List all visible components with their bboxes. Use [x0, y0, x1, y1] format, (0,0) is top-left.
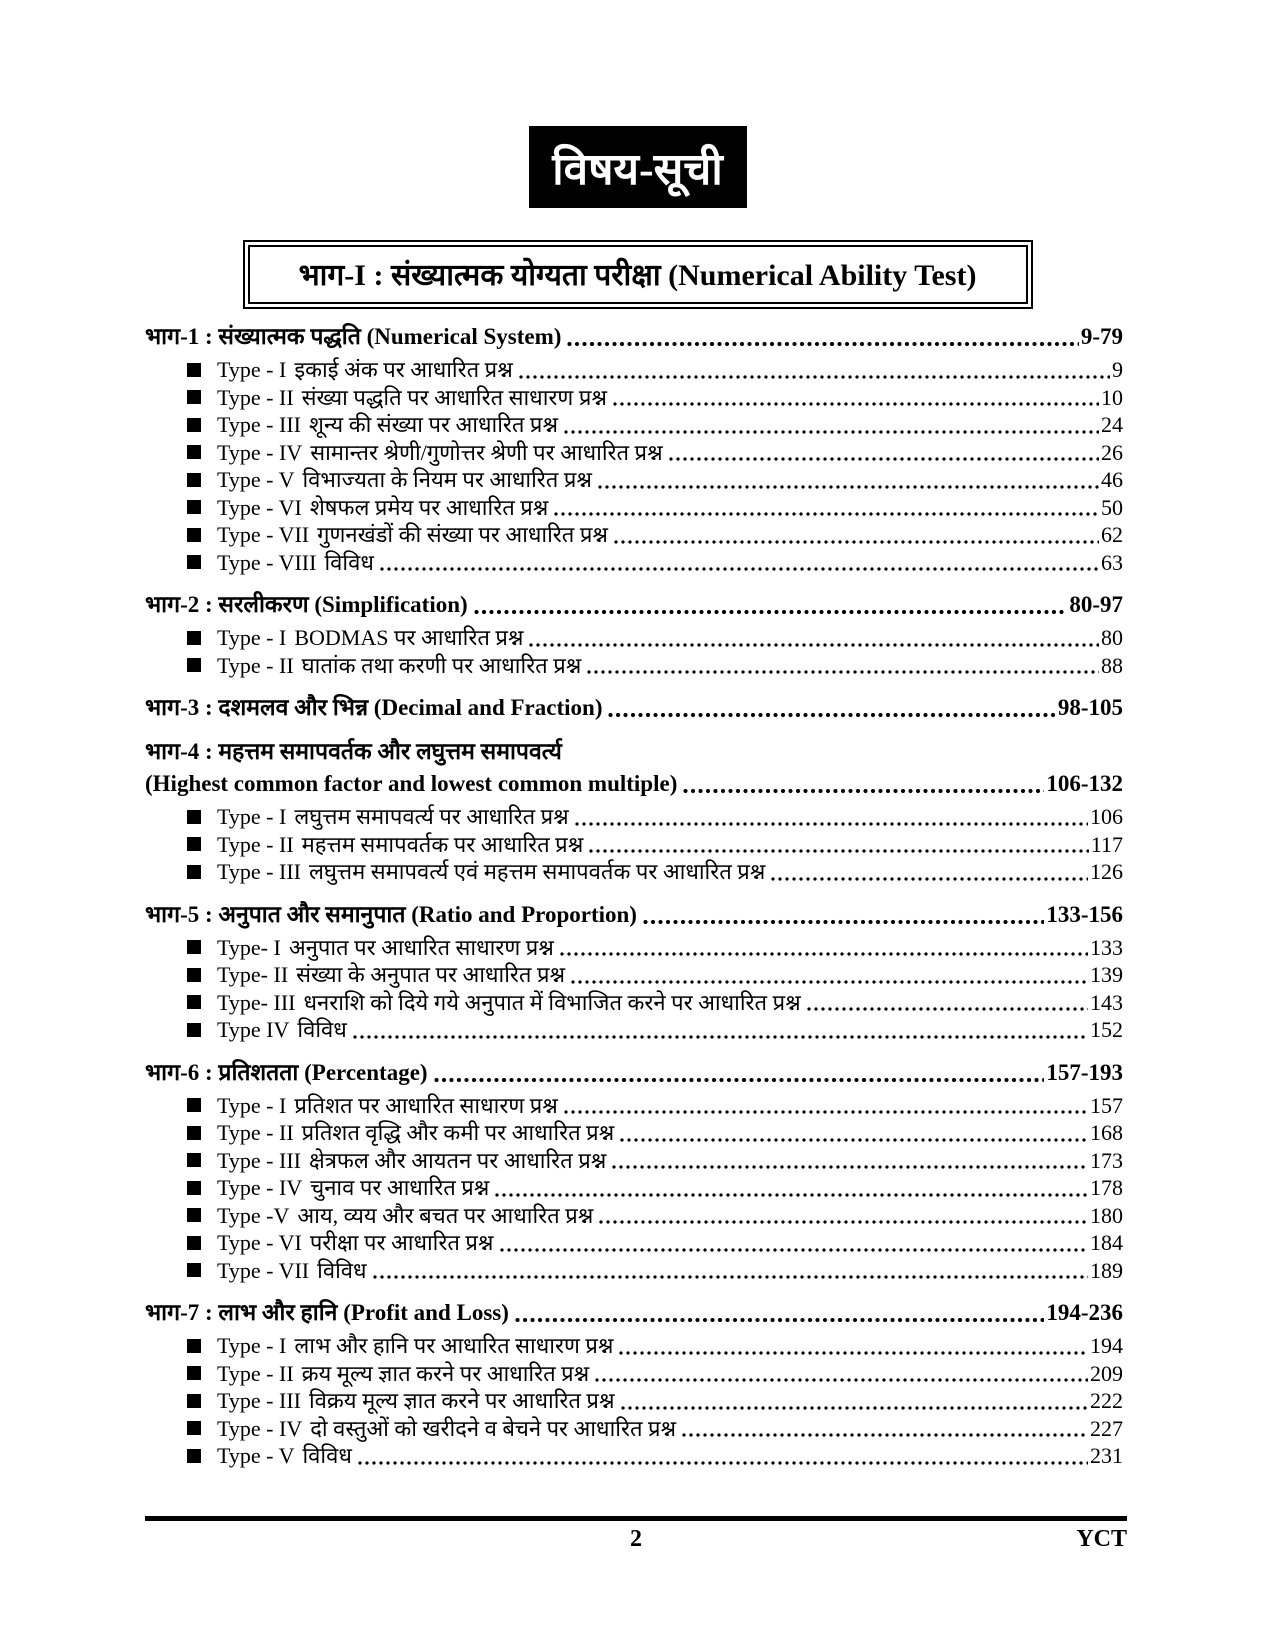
- toc-type-page: 189: [1090, 1257, 1123, 1283]
- toc-type-row: [145, 1387, 1123, 1415]
- toc-type-label: Type - I: [217, 1333, 287, 1358]
- toc-type-label: Type- I: [217, 934, 281, 960]
- toc-type-text: विविध: [317, 1257, 367, 1283]
- toc-part-row: [145, 322, 1123, 352]
- dotted-leader: [682, 1432, 1088, 1438]
- bullet-square-icon: [187, 528, 201, 542]
- toc-type-row: [145, 549, 1123, 577]
- toc-part-title: भाग-3 : दशमलव और भिन्न (Decimal and Fraction): [145, 695, 603, 720]
- toc-type-label: Type IV: [217, 1017, 290, 1042]
- dotted-leader: [599, 1219, 1088, 1225]
- bullet-square-icon: [187, 473, 201, 487]
- bullet-square-icon: [187, 1263, 201, 1277]
- toc-type-row: [145, 356, 1123, 384]
- toc-type-label: Type - II: [217, 384, 294, 410]
- toc-type-row: [145, 466, 1123, 494]
- toc-part-row: [145, 590, 1123, 620]
- bullet-square-icon: [187, 1449, 201, 1463]
- toc-type-text: विविध: [302, 1443, 352, 1468]
- dotted-leader: [595, 1377, 1088, 1383]
- toc-type-text: लाभ और हानि पर आधारित साधारण प्रश्न: [294, 1333, 614, 1358]
- toc-type-label: Type - III: [217, 1147, 301, 1173]
- toc-type-page: 194: [1090, 1333, 1123, 1358]
- toc-part-title: भाग-7 : लाभ और हानि (Profit and Loss): [145, 1300, 509, 1325]
- bullet-square-icon: [187, 1181, 201, 1195]
- toc-part-title: भाग-4 : महत्तम समापवर्तक और लघुत्तम समापवर्त्य: [145, 739, 562, 764]
- dotted-leader: [771, 876, 1088, 882]
- toc-part-pages: 157-193: [1046, 1059, 1123, 1085]
- dotted-leader: [613, 401, 1099, 407]
- toc-type-row: [145, 652, 1123, 680]
- toc-type-page: 62: [1101, 522, 1123, 547]
- toc-part-title-english: (Highest common factor and lowest common multiple): [145, 771, 678, 796]
- toc-type-page: 222: [1090, 1388, 1123, 1413]
- toc-part-row: [145, 1298, 1123, 1328]
- bullet-square-icon: [187, 1023, 201, 1037]
- toc-type-text: क्षेत्रफल और आयतन पर आधारित प्रश्न: [308, 1147, 607, 1173]
- toc-type-label: Type - VI: [217, 494, 302, 520]
- toc-type-text: अनुपात पर आधारित साधारण प्रश्न: [288, 934, 554, 960]
- bullet-square-icon: [187, 1208, 201, 1222]
- bullet-square-icon: [187, 363, 201, 377]
- dotted-leader: [474, 609, 1068, 615]
- toc-type-label: Type- III: [217, 989, 296, 1015]
- toc-type-page: 168: [1090, 1120, 1123, 1145]
- toc-type-label: Type - IV: [217, 1175, 303, 1200]
- toc-type-label: Type - II: [217, 1120, 294, 1145]
- toc-type-row: [145, 1119, 1123, 1147]
- toc-type-page: 9: [1112, 357, 1123, 382]
- bullet-square-icon: [187, 1236, 201, 1250]
- toc-type-row: [145, 624, 1123, 652]
- toc-type-row: [145, 961, 1123, 989]
- bullet-square-icon: [187, 658, 201, 672]
- toc-type-text: गुणनखंडों की संख्या पर आधारित प्रश्न: [317, 522, 608, 547]
- toc-type-page: 139: [1090, 962, 1123, 987]
- toc-part-row: [145, 737, 1123, 767]
- toc-type-row: [145, 989, 1123, 1017]
- toc-part-pages: 133-156: [1046, 901, 1123, 927]
- toc-type-label: Type - VI: [217, 1230, 302, 1255]
- toc-list: [145, 308, 1123, 1470]
- toc-type-text: संख्या के अनुपात पर आधारित प्रश्न: [296, 962, 566, 987]
- toc-type-row: [145, 934, 1123, 962]
- toc-type-row: [145, 1332, 1123, 1360]
- toc-type-text: लघुत्तम समापवर्त्य एवं महत्तम समापवर्तक पर आधारित प्रश्न: [308, 859, 766, 884]
- toc-type-text: BODMAS पर आधारित प्रश्न: [294, 625, 524, 650]
- dotted-leader: [519, 374, 1110, 380]
- toc-type-label: Type - VII: [217, 522, 310, 547]
- dotted-leader: [554, 511, 1099, 517]
- toc-type-text: प्रतिशत पर आधारित साधारण प्रश्न: [294, 1092, 558, 1118]
- toc-type-row: [145, 384, 1123, 412]
- dotted-leader: [564, 429, 1099, 435]
- bullet-square-icon: [187, 1098, 201, 1112]
- toc-type-label: Type - I: [217, 804, 287, 829]
- bullet-square-icon: [187, 995, 201, 1009]
- toc-type-page: 152: [1090, 1017, 1123, 1042]
- bullet-square-icon: [187, 865, 201, 879]
- dotted-leader: [612, 1164, 1088, 1170]
- toc-type-text: घातांक तथा करणी पर आधारित प्रश्न: [301, 652, 582, 678]
- toc-type-page: 157: [1090, 1092, 1123, 1118]
- dotted-leader: [589, 848, 1089, 854]
- toc-type-row: [145, 521, 1123, 549]
- toc-type-label: Type - V: [217, 1443, 295, 1468]
- toc-part-pages: 9-79: [1080, 324, 1123, 349]
- bullet-square-icon: [187, 968, 201, 982]
- toc-type-page: 180: [1090, 1202, 1123, 1228]
- toc-type-label: Type -V: [217, 1202, 290, 1228]
- bullet-square-icon: [187, 810, 201, 824]
- dotted-leader: [495, 1192, 1088, 1198]
- toc-type-text: प्रतिशत वृद्धि और कमी पर आधारित प्रश्न: [301, 1120, 615, 1145]
- toc-type-text: दो वस्तुओं को खरीदने व बेचने पर आधारित प्रश्न: [310, 1415, 677, 1441]
- toc-type-text: संख्या पद्धति पर आधारित साधारण प्रश्न: [301, 384, 607, 410]
- toc-type-label: Type - VIII: [217, 549, 317, 575]
- toc-type-label: Type - II: [217, 652, 294, 678]
- toc-type-text: क्रय मूल्य ज्ञात करने पर आधारित प्रश्न: [301, 1360, 590, 1386]
- toc-type-text: परीक्षा पर आधारित प्रश्न: [309, 1230, 494, 1255]
- toc-part-row: [145, 900, 1123, 930]
- toc-part-title: भाग-1 : संख्यात्मक पद्धति (Numerical System): [145, 324, 562, 349]
- dotted-leader: [807, 1006, 1088, 1012]
- toc-type-row: [145, 858, 1123, 886]
- bullet-square-icon: [187, 390, 201, 404]
- dotted-leader: [669, 456, 1099, 462]
- toc-type-label: Type - IV: [217, 1415, 303, 1441]
- dotted-leader: [571, 979, 1088, 985]
- bullet-square-icon: [187, 1421, 201, 1435]
- dotted-leader: [515, 1317, 1044, 1323]
- bullet-square-icon: [187, 555, 201, 569]
- toc-type-row: [145, 1202, 1123, 1230]
- dotted-leader: [564, 1109, 1088, 1115]
- toc-type-text: विविध: [297, 1017, 347, 1042]
- dotted-leader: [373, 1274, 1088, 1280]
- toc-part-row: [145, 693, 1123, 723]
- toc-type-text: इकाई अंक पर आधारित प्रश्न: [294, 357, 513, 382]
- toc-type-label: Type - VII: [217, 1257, 310, 1283]
- toc-type-text: शेषफल प्रमेय पर आधारित प्रश्न: [309, 494, 549, 520]
- dotted-leader: [567, 341, 1078, 347]
- toc-type-label: Type - II: [217, 1360, 294, 1386]
- dotted-leader: [529, 642, 1099, 648]
- dotted-leader: [598, 484, 1099, 490]
- dotted-leader: [621, 1405, 1089, 1411]
- dotted-leader: [358, 1460, 1088, 1466]
- bullet-square-icon: [187, 445, 201, 459]
- dotted-leader: [380, 566, 1099, 572]
- dotted-leader: [587, 669, 1099, 675]
- toc-part-title: भाग-5 : अनुपात और समानुपात (Ratio and Proportion): [145, 901, 637, 927]
- toc-type-page: 173: [1090, 1147, 1123, 1173]
- bullet-square-icon: [187, 1366, 201, 1380]
- toc-part-title: भाग-6 : प्रतिशतता (Percentage): [145, 1059, 428, 1085]
- page-title-banner: [529, 126, 747, 208]
- toc-type-label: Type - IV: [217, 439, 303, 465]
- bullet-square-icon: [187, 1394, 201, 1408]
- bullet-square-icon: [187, 418, 201, 432]
- toc-part-pages: 98-105: [1057, 695, 1123, 720]
- toc-part-pages: 80-97: [1069, 592, 1123, 617]
- dotted-leader: [608, 712, 1055, 718]
- toc-type-text: विक्रय मूल्य ज्ञात करने पर आधारित प्रश्न: [308, 1388, 615, 1413]
- page-footer: [145, 1516, 1127, 1552]
- toc-type-page: 24: [1101, 412, 1123, 437]
- toc-type-row: [145, 831, 1123, 859]
- toc-type-page: 117: [1090, 831, 1123, 857]
- toc-type-page: 143: [1090, 989, 1123, 1015]
- toc-type-text: सामान्तर श्रेणी/गुणोत्तर श्रेणी पर आधारित प्रश्न: [310, 439, 663, 465]
- toc-type-label: Type - I: [217, 625, 287, 650]
- toc-type-row: [145, 1016, 1123, 1044]
- toc-type-page: 63: [1101, 549, 1123, 575]
- dotted-leader: [434, 1077, 1045, 1083]
- toc-type-label: Type - III: [217, 1388, 301, 1413]
- dotted-leader: [560, 951, 1088, 957]
- toc-type-row: [145, 1360, 1123, 1388]
- bullet-square-icon: [187, 940, 201, 954]
- toc-type-row: [145, 1174, 1123, 1202]
- toc-type-row: [145, 1092, 1123, 1120]
- toc-type-page: 126: [1090, 859, 1123, 884]
- bullet-square-icon: [187, 1339, 201, 1353]
- toc-type-label: Type - V: [217, 467, 295, 492]
- bullet-square-icon: [187, 1126, 201, 1140]
- toc-part-pages: 106-132: [1046, 771, 1123, 796]
- toc-type-text: आय, व्यय और बचत पर आधारित प्रश्न: [297, 1202, 594, 1228]
- toc-type-page: 133: [1090, 934, 1123, 960]
- toc-part-row: [145, 1058, 1123, 1088]
- dotted-leader: [683, 788, 1044, 794]
- toc-type-page: 46: [1101, 467, 1123, 492]
- toc-type-row: [145, 494, 1123, 522]
- toc-type-page: 106: [1090, 804, 1123, 829]
- footer-brand: YCT: [1076, 1526, 1127, 1552]
- toc-type-page: 80: [1101, 625, 1123, 650]
- toc-type-row: [145, 411, 1123, 439]
- toc-type-page: 26: [1101, 439, 1123, 465]
- toc-type-label: Type- II: [217, 962, 289, 987]
- toc-type-page: 88: [1101, 652, 1123, 678]
- toc-type-label: Type - I: [217, 357, 287, 382]
- dotted-leader: [353, 1034, 1088, 1040]
- toc-type-text: शून्य की संख्या पर आधारित प्रश्न: [308, 412, 559, 437]
- dotted-leader: [620, 1137, 1088, 1143]
- dotted-leader: [643, 919, 1044, 925]
- toc-part-row: [145, 769, 1123, 799]
- dotted-leader: [619, 1350, 1088, 1356]
- footer-page-number: 2: [630, 1526, 642, 1552]
- toc-type-page: 209: [1090, 1360, 1123, 1386]
- dotted-leader: [614, 539, 1099, 545]
- toc-part-title: भाग-2 : सरलीकरण (Simplification): [145, 592, 468, 617]
- toc-type-row: [145, 1147, 1123, 1175]
- toc-type-row: [145, 1442, 1123, 1470]
- toc-type-page: 227: [1090, 1415, 1123, 1441]
- bullet-square-icon: [187, 837, 201, 851]
- bullet-square-icon: [187, 500, 201, 514]
- toc-type-row: [145, 1229, 1123, 1257]
- part-heading: भाग-I : संख्यात्मक योग्यता परीक्षा (Numerical Ability Test): [248, 245, 1028, 304]
- toc-type-row: [145, 1257, 1123, 1285]
- dotted-leader: [500, 1247, 1089, 1253]
- toc-type-row: [145, 803, 1123, 831]
- toc-type-label: Type - I: [217, 1092, 287, 1118]
- bullet-square-icon: [187, 1153, 201, 1167]
- toc-type-text: विभाज्यता के नियम पर आधारित प्रश्न: [302, 467, 592, 492]
- toc-type-page: 50: [1101, 494, 1123, 520]
- toc-type-page: 10: [1101, 384, 1123, 410]
- toc-type-text: चुनाव पर आधारित प्रश्न: [310, 1175, 490, 1200]
- toc-type-row: [145, 439, 1123, 467]
- bullet-square-icon: [187, 631, 201, 645]
- toc-type-text: महत्तम समापवर्तक पर आधारित प्रश्न: [301, 831, 584, 857]
- toc-type-row: [145, 1415, 1123, 1443]
- toc-type-page: 178: [1090, 1175, 1123, 1200]
- toc-type-text: धनराशि को दिये गये अनुपात में विभाजित करने पर आधारित प्रश्न: [303, 989, 801, 1015]
- toc-type-text: विविध: [324, 549, 374, 575]
- dotted-leader: [575, 821, 1088, 827]
- part-heading-box: [243, 240, 1033, 309]
- toc-type-label: Type - III: [217, 859, 301, 884]
- page-title: विषय-सूची: [552, 145, 723, 194]
- toc-type-page: 231: [1090, 1443, 1123, 1468]
- toc-type-text: लघुत्तम समापवर्त्य पर आधारित प्रश्न: [294, 804, 569, 829]
- toc-type-page: 184: [1090, 1230, 1123, 1255]
- toc-type-label: Type - III: [217, 412, 301, 437]
- toc-type-label: Type - II: [217, 831, 294, 857]
- toc-part-pages: 194-236: [1046, 1300, 1123, 1325]
